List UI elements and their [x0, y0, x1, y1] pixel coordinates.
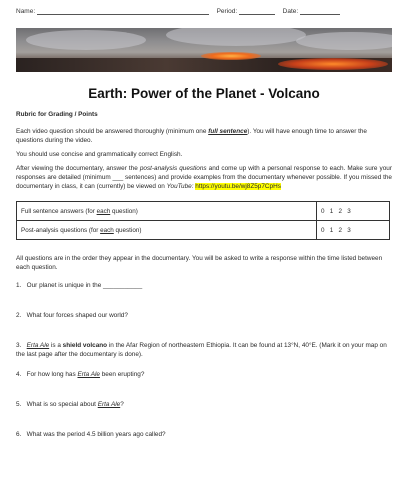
rubric-score: 0 1 2 3 [317, 221, 390, 240]
volcano-lava-photo [16, 28, 392, 72]
rubric-criterion: Post-analysis questions (for each question) [17, 221, 317, 240]
period-blank[interactable] [239, 8, 275, 15]
student-info-line [16, 8, 392, 15]
page-title: Earth: Power of the Planet - Volcano [88, 86, 320, 101]
rubric-table [16, 201, 390, 240]
intro-paragraph-1: Each video question should be answered thoroughly (minimum one full sentence). You will have enough time to answer the questions during the video. [16, 128, 367, 144]
period-label: Period: [216, 8, 238, 15]
question-1: 1. Our planet is unique in the ___________ [16, 282, 143, 289]
table-row [17, 202, 390, 221]
youtube-link[interactable]: https://youtu.be/wj8Z5p7CpHs [195, 183, 281, 190]
name-label: Name: [16, 8, 36, 15]
rubric-heading: Rubric for Grading / Points [16, 111, 98, 118]
date-blank[interactable] [300, 8, 340, 15]
question-2: 2. What four forces shaped our world? [16, 312, 128, 319]
date-label: Date: [282, 8, 299, 15]
question-4: 4. For how long has Erta Ale been erupting? [16, 371, 145, 378]
question-3: 3. Erta Ale is a shield volcano in the Afar Region of northeastern Ethiopia. It can be found at 13°N, 40°E. (Mark it on your map on the last page after the documentary is done). [16, 342, 387, 358]
intro-paragraph-3: After viewing the documentary, answer the post-analysis questions and come up with a personal response to each. Make sure your responses are detailed (minimum ___ sentences) and provide examples from the documentary whenever possible. If you missed the documentary in class, it can (currently) be viewed on YouTube: https://youtu.be/wj8Z5p7CpHs [16, 165, 392, 190]
intro-paragraph-2: You should use concise and grammatically correct English. [16, 151, 183, 158]
name-blank[interactable] [37, 8, 209, 15]
question-6: 6. What was the period 4.5 billion years ago called? [16, 431, 166, 438]
document-body [16, 110, 392, 439]
table-row [17, 221, 390, 240]
question-5: 5. What is so special about Erta Ale? [16, 401, 124, 408]
instructions: All questions are in the order they appear in the documentary. You will be asked to write a response within the time listed between each question. [16, 255, 383, 271]
rubric-criterion: Full sentence answers (for each question) [17, 202, 317, 221]
rubric-score: 0 1 2 3 [317, 202, 390, 221]
